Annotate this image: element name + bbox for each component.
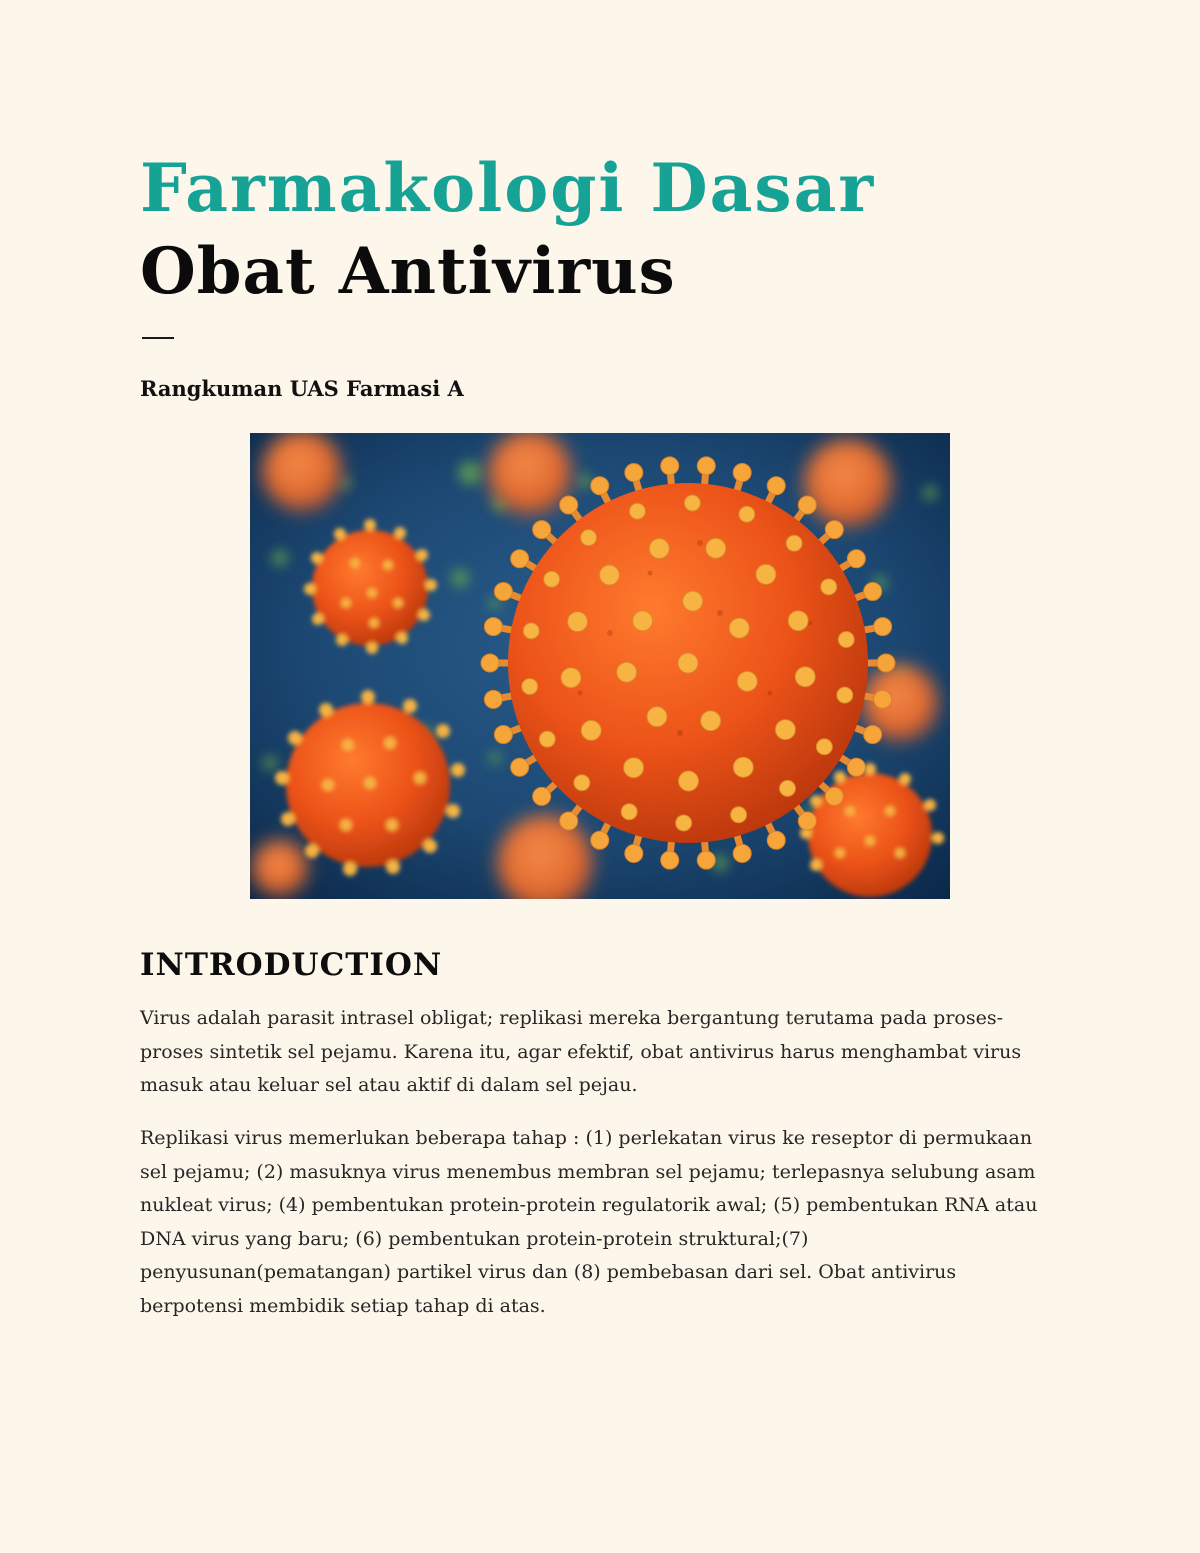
virus-spike-head [560,496,578,514]
virus-illustration [250,433,950,899]
virus-spike-head [847,758,865,776]
virus-spike-head [697,851,715,869]
intro-paragraph-2: Replikasi virus memerlukan beberapa tahap : (1) perlekatan virus ke reseptor di permukaan sel pejamu; (2) masuknya virus menembus membran sel pejamu; terlepasnya selubung asam nukleat virus; (4) pembentukan protein-protein regulatorik awal; (5) pembentukan RNA atau DNA virus yang baru; (6) pembentukan protein-protein struktural;(7) penyusunan(pematangan) partikel virus dan (8) pembebasan dari sel. Obat antivirus berpotensi membidik setiap tahap di atas. [140,1127,1038,1317]
virus-spike-head [625,844,643,862]
virus-spike-head [625,464,643,482]
virus-surface-knob [706,538,726,558]
virus-surface-knob [731,807,747,823]
virus-spike-head [511,758,529,776]
virus-spike-head [591,477,609,495]
virus-spike-head [864,582,882,600]
virus-spike-head [661,457,679,475]
virus-surface-knob [678,771,698,791]
virus-spike-head [511,550,529,568]
virus-spike-head [661,851,679,869]
virus-spike-head [825,521,843,539]
virus-spike-head [874,690,892,708]
virus-surface-knob [629,503,645,519]
virus-spike-head [767,831,785,849]
virus-surface-knob [617,662,637,682]
virus-spike-head [484,690,502,708]
virus-surface-knob [624,758,644,778]
virus-surface-knob [837,687,853,703]
virus-surface-knob [683,591,703,611]
virus-surface-knob [739,506,755,522]
virus-surface-knob [786,535,802,551]
virus-spike-head [847,550,865,568]
virus-spike-head [798,812,816,830]
virus-surface-knob [701,711,721,731]
virus-surface-knob [733,757,753,777]
virus-spike-head [825,787,843,805]
virus-spike-head [484,618,502,636]
document-byline: Rangkuman UAS Farmasi A [140,376,464,401]
virus-surface-knob [684,495,700,511]
title-divider [142,337,174,339]
virus-surface-knob [523,623,539,639]
virus-spike-head [877,654,895,672]
virus-surface-knob [676,815,692,831]
document-title: Farmakologi Dasar [140,149,876,227]
virus-surface-knob [574,775,590,791]
virus-spike-head [481,654,499,672]
virus-surface-knob [788,611,808,631]
virus-surface-knob [756,564,776,584]
virus-surface-knob [544,571,560,587]
virus-spike-head [560,812,578,830]
virus-surface-knob [838,632,854,648]
virus-spike-head [533,787,551,805]
virus-surface-knob [816,739,832,755]
virus-spike-head [697,457,715,475]
virus-spike-head [733,464,751,482]
virus-spike-head [494,726,512,744]
virus-spike-head [733,844,751,862]
virus-surface-knob [581,530,597,546]
virus-surface-knob [649,539,669,559]
virus-surface-knob [737,671,757,691]
virus-surface-knob [647,707,667,727]
virus-surface-knob [621,804,637,820]
virus-spike-head [494,582,512,600]
virus-surface-knob [633,611,653,631]
virus-surface-knob [775,720,795,740]
virus-spike-head [533,521,551,539]
section-heading-introduction: INTRODUCTION [140,947,443,983]
virus-spike-head [591,831,609,849]
virus-surface-knob [522,678,538,694]
virus-surface-knob [821,579,837,595]
virus-spike-head [864,726,882,744]
virus-surface-knob [567,612,587,632]
virus-surface-knob [678,653,698,673]
virus-surface-knob [795,667,815,687]
virus-surface-knob [561,668,581,688]
virus-surface-knob [599,565,619,585]
intro-paragraph-1: Virus adalah parasit intrasel obligat; replikasi mereka bergantung terutama pada proses-proses sintetik sel pejamu. Karena itu, agar efektif, obat antivirus harus menghambat virus masuk atau keluar sel atau aktif di dalam sel pejau. [140,1007,1022,1097]
document-subtitle: Obat Antivirus [140,234,676,309]
virus-surface-knob [729,618,749,638]
virus-surface-knob [581,720,601,740]
virus-surface-knob [779,780,795,796]
virus-spike-head [767,477,785,495]
virus-spike-head [874,618,892,636]
virus-surface-knob [539,731,555,747]
virus-spike-head [798,496,816,514]
